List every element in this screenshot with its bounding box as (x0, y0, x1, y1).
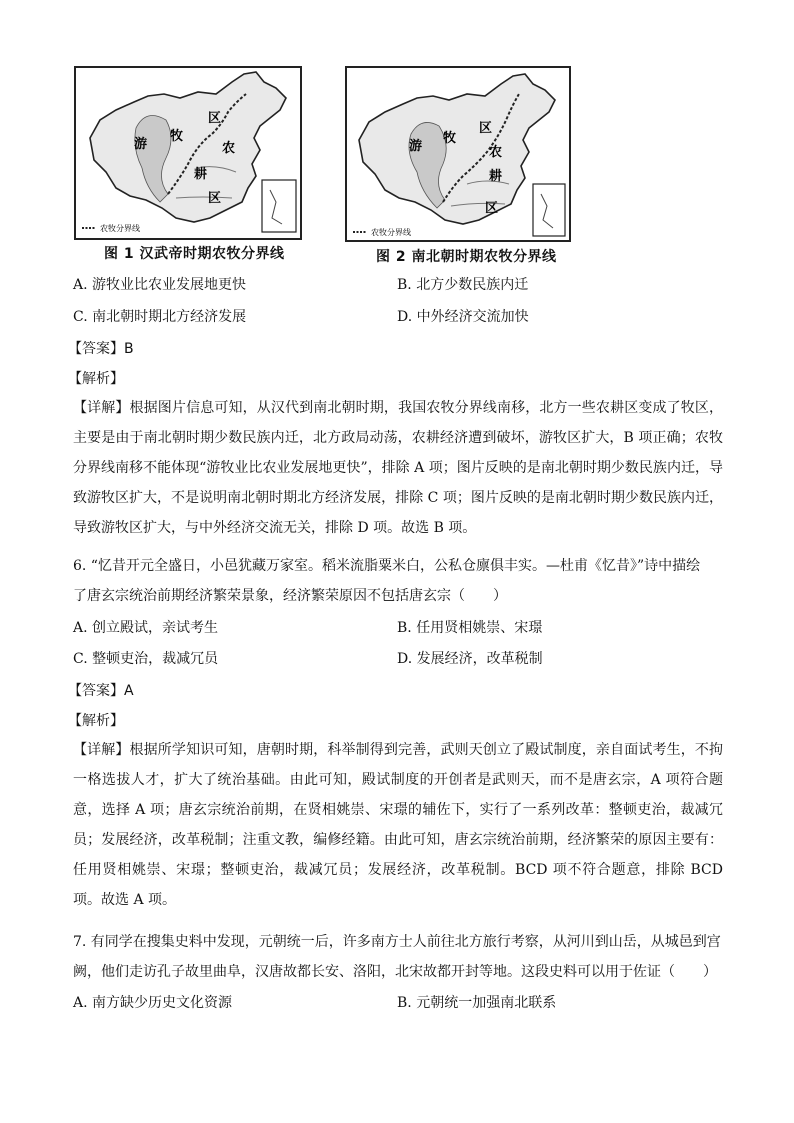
map-label-you: 游 (409, 139, 423, 154)
q7-option-a: A. 南方缺少历史文化资源 (73, 995, 233, 1011)
q6-option-a: A. 创立殿试，亲试考生 (73, 620, 219, 636)
figure-1-caption: 图 1 汉武帝时期农牧分界线 (104, 246, 285, 262)
map-label-qu-south: 区 (485, 201, 499, 216)
map-label-nong: 农 (222, 141, 236, 156)
map-label-qu-north: 区 (208, 111, 222, 126)
china-map-southern-northern-dynasties (347, 68, 569, 240)
q7-option-b: B. 元朝统一加强南北联系 (397, 995, 557, 1011)
q6-option-d: D. 发展经济，改革税制 (397, 651, 543, 667)
map-label-you: 游 (134, 137, 148, 152)
china-map-han-dynasty (76, 68, 300, 238)
q6-option-c: C. 整顿吏治，裁减冗员 (73, 651, 219, 667)
map-label-mu: 牧 (443, 131, 457, 146)
map-label-geng: 耕 (194, 167, 208, 182)
map-label-nong: 农 (489, 145, 503, 160)
q6-stem-line-1: 6. “忆昔开元全盛日，小邑犹藏万家室。稻米流脂粟米白，公私仓廪俱丰实。—杜甫《忆昔》”诗中描绘 (73, 558, 701, 574)
map-label-geng: 耕 (489, 169, 503, 184)
q5-option-b: B. 北方少数民族内迁 (397, 277, 529, 293)
q7-stem-line-2: 阙，他们走访孔子故里曲阜，汉唐故都长安、洛阳，北宋故都开封等地。这段史料可以用于佐证（ ） (73, 964, 717, 980)
map-figure-1 (74, 66, 302, 240)
q5-option-d: D. 中外经济交流加快 (397, 309, 529, 325)
map-label-mu: 牧 (170, 129, 184, 144)
q5-option-c: C. 南北朝时期北方经济发展 (73, 309, 247, 325)
q5-analysis-label: 【解析】 (68, 371, 124, 387)
q6-detail: 【详解】根据所学知识可知，唐朝时期，科举制得到完善，武则天创立了殿试制度，亲自面试考生，不拘一格选拔人才，扩大了统治基础。由此可知，殿试制度的开创者是武则天，而不是唐玄宗，A 项符合题意，选择 A 项；唐玄宗统治前期，在贤相姚崇、宋璟的辅佐下，实行了一系列改革：整顿吏治，裁减冗员；发展经济，改革税制；注重文教，编修经籍。由此可知，唐玄宗统治前期，经济繁荣的原因主要有：任用贤相姚崇、宋璟；整顿吏治，裁减冗员；发展经济，改革税制。BCD 项不符合题意，排除 BCD 项。故选 A 项。 (73, 742, 723, 908)
q5-option-a: A. 游牧业比农业发展地更快 (73, 277, 247, 293)
q7-stem-line-1: 7. 有同学在搜集史料中发现，元朝统一后，许多南方士人前往北方旅行考察，从河川到山岳，从城邑到宫 (73, 934, 721, 950)
q5-detail: 【详解】根据图片信息可知，从汉代到南北朝时期，我国农牧分界线南移，北方一些农耕区变成了牧区，主要是由于南北朝时期少数民族内迁，北方政局动荡，农耕经济遭到破坏，游牧区扩大，B 项正确；农牧分界线南移不能体现“游牧业比农业发展地更快”，排除 A 项；图片反映的是南北朝时期少数民族内迁，导致游牧区扩大，不是说明南北朝时期北方经济发展，排除 C 项；图片反映的是南北朝时期少数民族内迁，导致游牧区扩大，与中外经济交流无关，排除 D 项。故选 B 项。 (73, 400, 723, 536)
q6-answer: 【答案】A (68, 683, 134, 699)
q6-analysis-label: 【解析】 (68, 713, 124, 729)
q6-stem-line-2: 了唐玄宗统治前期经济繁荣景象，经济繁荣原因不包括唐玄宗（ ） (73, 588, 507, 604)
map-figure-2 (345, 66, 571, 242)
q6-option-b: B. 任用贤相姚崇、宋璟 (397, 620, 543, 636)
map-legend-label: 农牧分界线 (371, 228, 411, 237)
q5-answer: 【答案】B (68, 341, 134, 357)
map-label-qu-south: 区 (208, 191, 222, 206)
map-legend-label: 农牧分界线 (100, 224, 140, 233)
figure-2-caption: 图 2 南北朝时期农牧分界线 (376, 249, 557, 265)
map-label-qu-north: 区 (479, 121, 493, 136)
